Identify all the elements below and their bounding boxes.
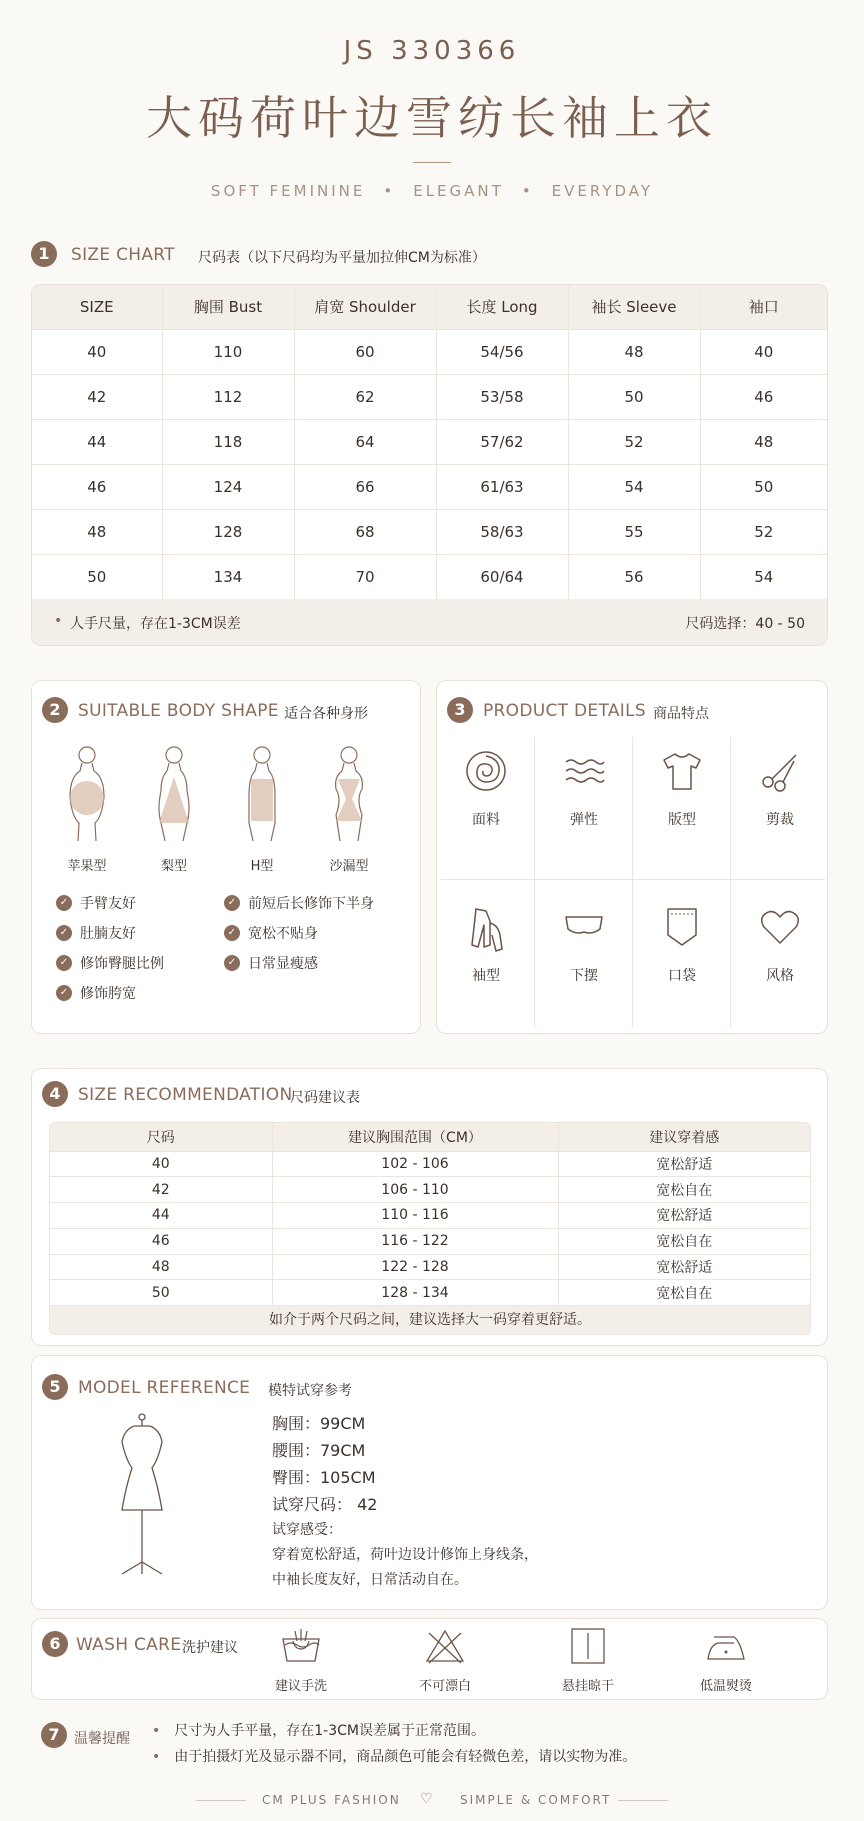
detail-label: 弹性	[570, 812, 598, 828]
wave-icon	[562, 749, 606, 793]
table-cell: 40	[700, 329, 827, 374]
table-cell: 46	[700, 374, 827, 419]
product-code: JS 330366	[343, 36, 521, 66]
benefit-label: 宽松不贴身	[248, 926, 318, 942]
body-shape-card	[31, 680, 421, 1034]
tshirt-icon	[660, 749, 704, 793]
detail-label: 剪裁	[766, 812, 794, 828]
detail-label: 口袋	[668, 968, 696, 984]
detail-style	[731, 879, 829, 1035]
benefit-item	[56, 983, 136, 1003]
table-cell: 48	[32, 509, 162, 554]
table-cell: 宽松舒适	[558, 1151, 810, 1177]
recommendation-table	[50, 1123, 810, 1306]
shape-apple	[52, 743, 122, 874]
benefit-item	[56, 953, 164, 973]
footer-line	[618, 1800, 668, 1801]
section-number: 7	[41, 1722, 67, 1748]
shape-hourglass	[314, 743, 384, 874]
pear-body-icon	[149, 743, 199, 843]
benefit-item	[56, 923, 136, 943]
heart-icon	[758, 905, 802, 949]
section-title-en: SUITABLE BODY SHAPE	[78, 701, 279, 721]
detail-sleeve	[437, 879, 535, 1035]
wash-label: 低温熨烫	[699, 1679, 752, 1694]
benefit-label: 肚腩友好	[80, 926, 136, 942]
section-title-cn: 洗护建议	[182, 1640, 238, 1656]
table-cell: 44	[50, 1203, 272, 1229]
table-cell: 48	[568, 329, 700, 374]
table-cell: 宽松舒适	[558, 1254, 810, 1280]
tag-2: ELEGANT	[413, 182, 504, 200]
table-cell: 46	[32, 464, 162, 509]
table-cell: 134	[162, 554, 294, 599]
sleeve-icon	[464, 905, 508, 957]
detail-label: 版型	[668, 812, 696, 828]
table-cell: 58/63	[436, 509, 568, 554]
section-number: 2	[42, 697, 68, 723]
table-row	[32, 419, 827, 464]
model-size: 试穿尺码： 42	[272, 1495, 378, 1514]
shape-h	[227, 743, 297, 874]
table-cell: 106 - 110	[272, 1177, 558, 1203]
check-icon: ✓	[224, 955, 240, 971]
check-icon: ✓	[56, 985, 72, 1001]
section-title-en: WASH CARE	[76, 1635, 182, 1655]
hand-wash-icon	[279, 1627, 323, 1667]
table-cell: 42	[50, 1177, 272, 1203]
column-header: SIZE	[32, 285, 162, 329]
size-range: 尺码选择：40 - 50	[685, 616, 805, 632]
benefit-label: 修饰臀腿比例	[80, 956, 164, 972]
table-cell: 116 - 122	[272, 1228, 558, 1254]
check-icon: ✓	[56, 955, 72, 971]
model-hip: 臀围：105CM	[272, 1468, 376, 1487]
bullet-icon: •	[152, 1749, 161, 1765]
table-row	[32, 509, 827, 554]
table-header-row	[32, 285, 827, 329]
table-row	[32, 329, 827, 374]
table-row	[50, 1151, 810, 1177]
table-cell: 112	[162, 374, 294, 419]
table-cell: 64	[294, 419, 436, 464]
title-divider	[413, 162, 451, 163]
table-cell: 62	[294, 374, 436, 419]
model-bust: 胸围：99CM	[272, 1414, 366, 1433]
table-cell: 40	[32, 329, 162, 374]
section-number: 4	[42, 1081, 68, 1107]
model-waist: 腰围：79CM	[272, 1441, 366, 1460]
table-row	[50, 1203, 810, 1229]
table-cell: 70	[294, 554, 436, 599]
section-number: 3	[447, 697, 473, 723]
benefit-label: 修饰胯宽	[80, 986, 136, 1002]
feel-line: 穿着宽松舒适，荷叶边设计修饰上身线条，	[272, 1547, 538, 1563]
table-cell: 54	[700, 554, 827, 599]
tip-text: 由于拍摄灯光及显示器不同，商品颜色可能会有轻微色差，请以实物为准。	[174, 1749, 637, 1765]
table-cell: 118	[162, 419, 294, 464]
page-title: 大码荷叶边雪纺长袖上衣	[146, 91, 718, 145]
tip-item	[152, 1718, 636, 1744]
tips-list	[152, 1718, 636, 1770]
column-header: 建议胸围范围（CM）	[272, 1123, 558, 1151]
check-icon: ✓	[56, 895, 72, 911]
table-cell: 50	[50, 1280, 272, 1306]
section-title-en: PRODUCT DETAILS	[483, 701, 646, 721]
wash-iron	[676, 1627, 776, 1694]
fabric-swirl-icon	[464, 749, 508, 793]
section-title-cn: 模特试穿参考	[268, 1383, 352, 1399]
apple-body-icon	[62, 743, 112, 843]
table-cell: 宽松舒适	[558, 1203, 810, 1229]
table-cell: 52	[568, 419, 700, 464]
wash-label: 建议手洗	[274, 1679, 327, 1694]
iron-icon	[704, 1627, 748, 1667]
hang-dry-icon	[566, 1627, 610, 1667]
check-icon: ✓	[56, 925, 72, 941]
shape-label: 梨型	[160, 859, 187, 874]
section-number: 1	[31, 241, 57, 267]
detail-fit	[633, 723, 731, 879]
benefit-item	[224, 893, 374, 913]
model-card	[31, 1355, 828, 1610]
measure-note: 人手尺量，存在1-3CM误差	[70, 616, 241, 632]
shape-pear	[139, 743, 209, 874]
wash-care-card	[31, 1618, 828, 1700]
detail-label: 袖型	[472, 968, 500, 984]
table-cell: 68	[294, 509, 436, 554]
table-row	[50, 1228, 810, 1254]
table-cell: 42	[32, 374, 162, 419]
table-cell: 55	[568, 509, 700, 554]
footer-slogan: SIMPLE & COMFORT	[460, 1793, 612, 1807]
model-feel	[272, 1518, 538, 1593]
section-title-en: MODEL REFERENCE	[78, 1378, 251, 1398]
product-details-card	[436, 680, 828, 1034]
column-header: 尺码	[50, 1123, 272, 1151]
detail-cut	[731, 723, 829, 879]
benefit-label: 前短后长修饰下半身	[248, 896, 374, 912]
tips-title: 温馨提醒	[74, 1731, 130, 1747]
shape-label: 苹果型	[67, 859, 107, 874]
no-bleach-icon	[423, 1627, 467, 1667]
detail-label: 下摆	[570, 968, 598, 984]
table-cell: 110 - 116	[272, 1203, 558, 1229]
wash-no-bleach	[395, 1627, 495, 1694]
bullet-icon: •	[54, 613, 63, 629]
hem-icon	[562, 905, 606, 949]
table-cell: 50	[32, 554, 162, 599]
tag-3: EVERYDAY	[551, 182, 654, 200]
bullet-icon: •	[152, 1723, 161, 1739]
table-cell: 54	[568, 464, 700, 509]
table-cell: 110	[162, 329, 294, 374]
recommendation-card	[31, 1068, 828, 1346]
table-cell: 128 - 134	[272, 1280, 558, 1306]
table-row	[32, 464, 827, 509]
wash-label: 不可漂白	[418, 1679, 471, 1694]
section-number: 5	[42, 1374, 68, 1400]
column-header: 建议穿着感	[558, 1123, 810, 1151]
table-cell: 52	[700, 509, 827, 554]
scissors-icon	[758, 749, 802, 793]
table-cell: 宽松自在	[558, 1280, 810, 1306]
table-cell: 宽松自在	[558, 1228, 810, 1254]
column-header: 长度 Long	[436, 285, 568, 329]
section-title-cn: 尺码表（以下尺码均为平量加拉伸CM为标准）	[198, 250, 486, 266]
table-cell: 50	[568, 374, 700, 419]
table-row	[50, 1177, 810, 1203]
check-icon: ✓	[224, 925, 240, 941]
table-row	[50, 1280, 810, 1306]
detail-fabric	[437, 723, 535, 879]
section-title-en: SIZE RECOMMENDATION	[78, 1085, 293, 1105]
footer-line	[196, 1800, 246, 1801]
tip-text: 尺寸为人手平量，存在1-3CM误差属于正常范围。	[174, 1723, 485, 1739]
tip-item	[152, 1744, 636, 1770]
detail-pocket	[633, 879, 731, 1035]
hourglass-body-icon	[324, 743, 374, 843]
section-number: 6	[42, 1631, 68, 1657]
table-cell: 60	[294, 329, 436, 374]
table-cell: 128	[162, 509, 294, 554]
benefit-item	[224, 953, 318, 973]
mannequin-icon	[112, 1412, 172, 1580]
detail-elasticity	[535, 723, 633, 879]
tagline: SOFT FEMININE • ELEGANT • EVERYDAY	[210, 182, 654, 200]
shape-label: 沙漏型	[329, 859, 369, 874]
table-row	[32, 374, 827, 419]
table-cell: 60/64	[436, 554, 568, 599]
h-body-icon	[237, 743, 287, 843]
heart-icon: ♡	[420, 1791, 433, 1807]
column-header: 胸围 Bust	[162, 285, 294, 329]
pocket-icon	[660, 905, 704, 949]
table-cell: 124	[162, 464, 294, 509]
table-cell: 48	[50, 1254, 272, 1280]
table-cell: 102 - 106	[272, 1151, 558, 1177]
table-cell: 66	[294, 464, 436, 509]
column-header: 袖长 Sleeve	[568, 285, 700, 329]
table-cell: 44	[32, 419, 162, 464]
feel-line: 中袖长度友好，日常活动自在。	[272, 1572, 468, 1588]
table-cell: 48	[700, 419, 827, 464]
shape-label: H型	[250, 859, 274, 874]
table-row	[50, 1254, 810, 1280]
table-cell: 56	[568, 554, 700, 599]
tag-1: SOFT FEMININE	[210, 182, 366, 200]
recommendation-table-wrap	[49, 1122, 811, 1335]
detail-label: 面料	[472, 812, 500, 828]
feel-label: 试穿感受：	[272, 1522, 342, 1538]
table-cell: 宽松自在	[558, 1177, 810, 1203]
table-cell: 53/58	[436, 374, 568, 419]
table-header-row	[50, 1123, 810, 1151]
benefit-item	[56, 893, 136, 913]
detail-hem	[535, 879, 633, 1035]
table-cell: 61/63	[436, 464, 568, 509]
table-cell: 57/62	[436, 419, 568, 464]
table-cell: 40	[50, 1151, 272, 1177]
size-chart-card	[31, 284, 828, 646]
table-cell: 54/56	[436, 329, 568, 374]
model-measurements	[272, 1410, 377, 1518]
wash-label: 悬挂晾干	[561, 1679, 614, 1694]
wash-hand	[251, 1627, 351, 1694]
section-title-en: SIZE CHART	[71, 245, 175, 265]
table-cell: 122 - 128	[272, 1254, 558, 1280]
table-row	[32, 554, 827, 599]
section-title-cn: 尺码建议表	[290, 1090, 360, 1106]
section-title-cn: 适合各种身形	[284, 706, 368, 722]
size-table	[32, 285, 827, 600]
benefit-label: 手臂友好	[80, 896, 136, 912]
column-header: 肩宽 Shoulder	[294, 285, 436, 329]
table-cell: 50	[700, 464, 827, 509]
recommendation-footer: 如介于两个尺码之间，建议选择大一码穿着更舒适。	[50, 1306, 810, 1334]
column-header: 袖口	[700, 285, 827, 329]
size-chart-footer	[32, 599, 827, 645]
benefit-label: 日常显瘦感	[248, 956, 318, 972]
detail-label: 风格	[766, 968, 794, 984]
page-footer	[0, 1791, 864, 1811]
wash-hang-dry	[538, 1627, 638, 1694]
benefit-item	[224, 923, 318, 943]
footer-brand: CM PLUS FASHION	[262, 1793, 401, 1807]
table-cell: 46	[50, 1228, 272, 1254]
check-icon: ✓	[224, 895, 240, 911]
section-title-cn: 商品特点	[653, 706, 709, 722]
